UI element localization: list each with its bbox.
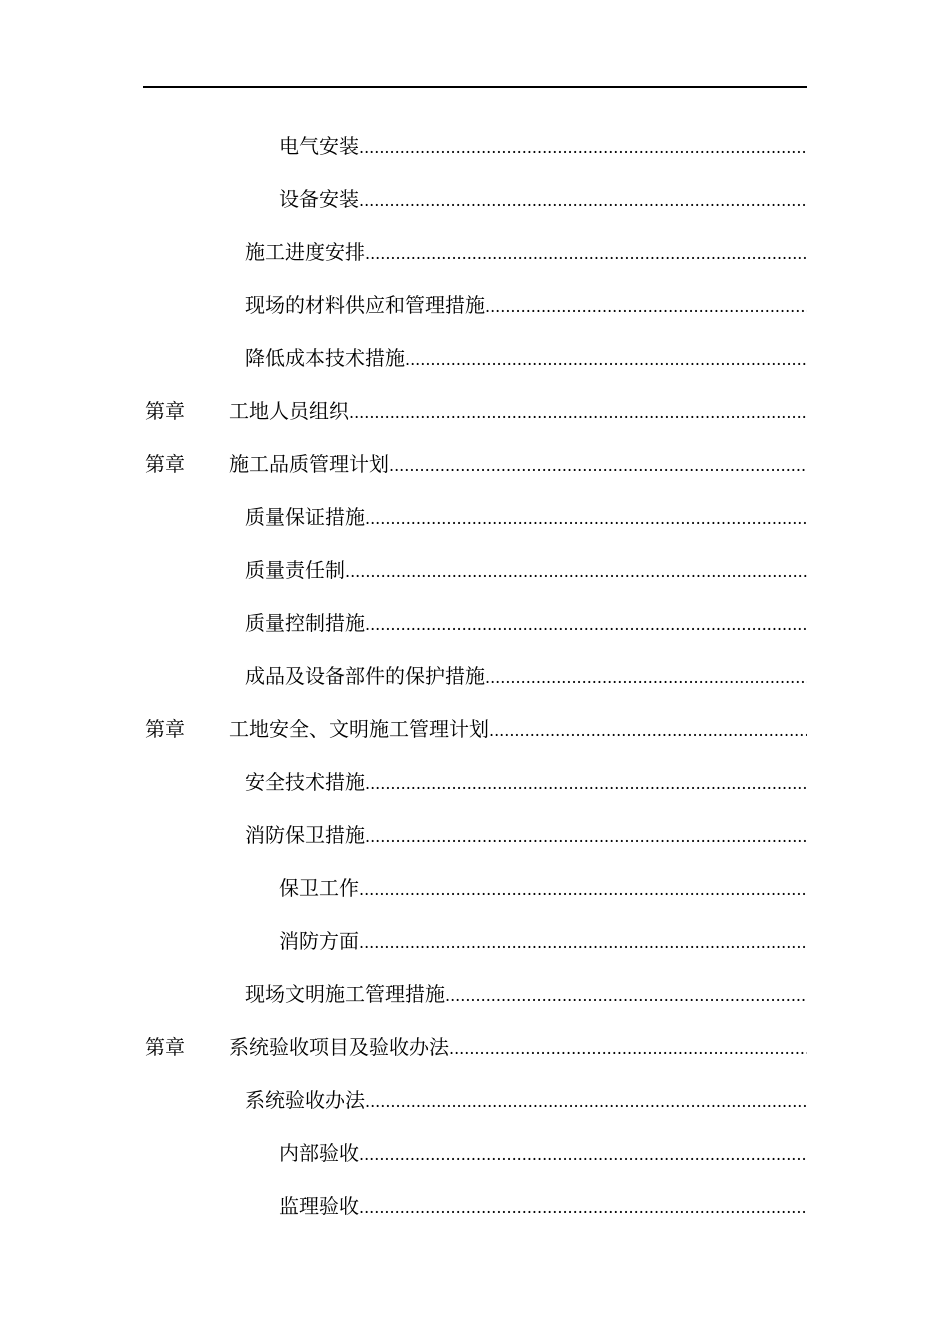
toc-entry-title: 系统验收办法 [245, 1088, 365, 1112]
toc-entry[interactable] [245, 764, 807, 794]
toc-entry-title: 工地人员组织 [229, 399, 349, 423]
toc-entry-title: 降低成本技术措施 [245, 346, 405, 370]
toc-entry-title: 设备安装 [279, 187, 359, 211]
toc-chapter-entry[interactable] [145, 711, 807, 741]
toc-entry[interactable] [279, 870, 807, 900]
toc-entry-title: 保卫工作 [279, 876, 359, 900]
toc-dot-leader [365, 1093, 807, 1112]
toc-entry-title: 成品及设备部件的保护措施 [245, 664, 485, 688]
toc-chapter-prefix: 第章 [145, 1035, 185, 1059]
toc-dot-leader [359, 1199, 807, 1218]
toc-dot-leader [359, 1146, 807, 1165]
toc-dot-leader [449, 1040, 807, 1059]
toc-entry[interactable] [279, 1135, 807, 1165]
toc-entry[interactable] [245, 658, 807, 688]
toc-entry-title: 消防方面 [279, 929, 359, 953]
toc-entry-title: 系统验收项目及验收办法 [229, 1035, 449, 1059]
toc-entry[interactable] [279, 1188, 807, 1218]
toc-entry-title: 消防保卫措施 [245, 823, 365, 847]
toc-entry-title: 内部验收 [279, 1141, 359, 1165]
toc-dot-leader [365, 775, 807, 794]
toc-entry-title: 施工品质管理计划 [229, 452, 389, 476]
toc-entry-title: 质量责任制 [245, 558, 345, 582]
toc-dot-leader [485, 298, 807, 317]
toc-entry-title: 现场文明施工管理措施 [245, 982, 445, 1006]
toc-entry[interactable] [245, 817, 807, 847]
toc-entry-title: 施工进度安排 [245, 240, 365, 264]
toc-dot-leader [365, 245, 807, 264]
toc-dot-leader [349, 404, 807, 423]
toc-entry[interactable] [279, 923, 807, 953]
toc-entry[interactable] [245, 1082, 807, 1112]
toc-entry[interactable] [245, 605, 807, 635]
toc-dot-leader [445, 987, 807, 1006]
toc-entry-title: 现场的材料供应和管理措施 [245, 293, 485, 317]
toc-entry[interactable] [245, 287, 807, 317]
toc-entry[interactable] [245, 340, 807, 370]
toc-chapter-prefix: 第章 [145, 717, 185, 741]
toc-dot-leader [359, 881, 807, 900]
toc-entry[interactable] [245, 552, 807, 582]
toc-dot-leader [345, 563, 807, 582]
toc-chapter-entry[interactable] [145, 1029, 807, 1059]
toc-entry[interactable] [245, 499, 807, 529]
toc-chapter-entry[interactable] [145, 393, 807, 423]
toc-dot-leader [489, 722, 807, 741]
toc-dot-leader [365, 828, 807, 847]
toc-dot-leader [389, 457, 807, 476]
toc-entry-title: 监理验收 [279, 1194, 359, 1218]
toc-entry[interactable] [279, 128, 807, 158]
toc-entry-title: 安全技术措施 [245, 770, 365, 794]
toc-chapter-prefix: 第章 [145, 399, 185, 423]
toc-dot-leader [365, 616, 807, 635]
toc-dot-leader [485, 669, 807, 688]
toc-chapter-prefix: 第章 [145, 452, 185, 476]
toc-entry[interactable] [245, 234, 807, 264]
toc-dot-leader [359, 139, 807, 158]
toc-entry[interactable] [279, 181, 807, 211]
toc-entry-title: 电气安装 [279, 134, 359, 158]
toc-chapter-entry[interactable] [145, 446, 807, 476]
toc-dot-leader [359, 192, 807, 211]
toc-dot-leader [365, 510, 807, 529]
toc-dot-leader [359, 934, 807, 953]
toc-entry-title: 质量保证措施 [245, 505, 365, 529]
toc-entry-title: 质量控制措施 [245, 611, 365, 635]
toc-dot-leader [405, 351, 807, 370]
toc-entry[interactable] [245, 976, 807, 1006]
toc-entry-title: 工地安全、文明施工管理计划 [229, 717, 489, 741]
